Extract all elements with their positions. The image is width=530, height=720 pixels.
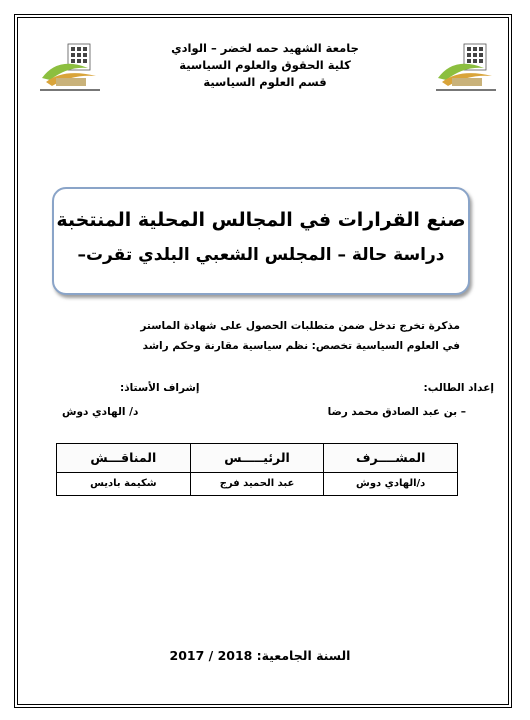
academic-year-label: السنة الجامعية:	[256, 648, 351, 663]
table-row	[57, 472, 458, 495]
header-examiner: المناقـــش	[57, 444, 191, 473]
student-name: – بن عبد الصادق محمد رضا	[327, 406, 466, 418]
header-supervisor: المشــــرف	[324, 444, 458, 473]
memo-line-1: مذكرة تخرج تدخل ضمن متطلبات الحصول على شهادة الماستر	[140, 320, 460, 332]
cell-supervisor: د/الهادي دوش	[324, 472, 458, 495]
cell-examiner: شكيمة باديس	[57, 472, 191, 495]
prepared-by-label: إعداد الطالب:	[423, 382, 494, 394]
university-logo-icon	[38, 38, 102, 96]
university-logo-icon	[434, 38, 498, 96]
academic-year	[150, 648, 370, 663]
cell-president: عبد الحميد فرج	[190, 472, 324, 495]
university-name: جامعة الشهيد حمه لخضر – الوادي	[171, 41, 359, 55]
department-name: قسم العلوم السياسية	[203, 75, 327, 89]
jury-table	[56, 443, 458, 496]
academic-year-value: 2017 / 2018	[169, 648, 253, 663]
thesis-title: صنع القرارات في المجالس المحلية المنتخبة	[56, 209, 466, 231]
faculty-name: كلية الحقوق والعلوم السياسية	[179, 58, 351, 72]
table-header-row	[57, 444, 458, 473]
title-box	[52, 187, 470, 295]
supervision-label: إشراف الأستاذ:	[120, 382, 200, 394]
institution-header	[110, 40, 420, 91]
supervisor-name: د/ الهادي دوش	[62, 406, 139, 418]
thesis-subtitle: دراسة حالة – المجلس الشعبي البلدي تقرت–	[77, 245, 445, 265]
memo-line-2: في العلوم السياسية تخصص: نظم سياسية مقارنة وحكم راشد	[142, 340, 460, 352]
page-border	[14, 14, 512, 708]
header-president: الرئيـــــس	[190, 444, 324, 473]
memo-description	[60, 316, 460, 356]
